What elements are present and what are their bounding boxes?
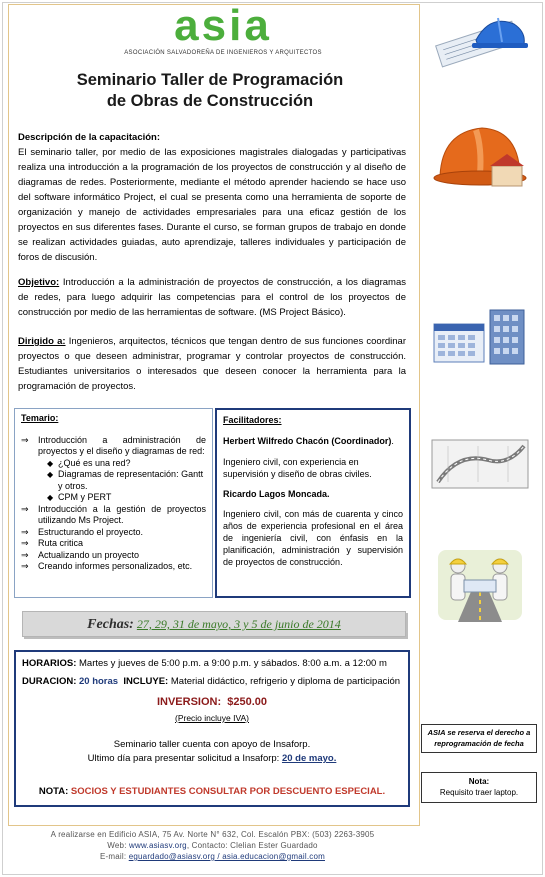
temario-subitem: ◆ CPM y PERT [47,492,112,502]
dirigido-text: Ingenieros, arquitectos, técnicos que tengan dentro de sus funciones coordinar proyectos o que deseen administrar, programar y controlar proyectos de construcción. Estudiantes universitarios o interesados que deseen conocer la herramienta para la programación de proyectos. [18,336,406,392]
objetivo-text: Introducción a la administración de proyectos de construcción, a los diagramas de redes, para luego adquirir las competencias para el control de los proyectos de construcción por medio de las herramientas de software. (MS Project Básico). [18,277,406,318]
arrow-icon: ⇒ [21,434,29,445]
title-line-2: de Obras de Construcción [106,92,314,110]
facilitador-1-desc: Ingeniero civil, con experiencia en supervisión y diseño de obras civiles. [223,457,372,479]
temario-item: ⇒ Introducción a la gestión de proyectos utilizando Ms Project. [21,503,206,525]
temario-item: ⇒ Introducción a administración de proyectos y el diseño y diagramas de red: [21,434,206,456]
arrow-icon: ⇒ [21,538,29,548]
nota-descuento: NOTA: SOCIOS Y ESTUDIANTES CONSULTAR POR DESCUENTO ESPECIAL. [38,786,386,797]
horarios-line: HORARIOS: Martes y jueves de 5:00 p.m. a 9:00 p.m. y sábados. 8:00 a.m. a 12:00 m [22,658,387,669]
reserva-note: ASIA se reserva el derecho a reprogramación de fecha [421,724,537,753]
road-plan-icon [428,432,532,494]
dirigido-section [18,334,406,394]
facilitador-2-desc: Ingeniero civil, con más de cuarenta y cinco años de experiencia profesional en el área de ingeniería civil, con énfasis en la planificación, administración y supervisión de proyectos de construcción. [223,509,403,567]
fechas-value: 27, 29, 31 de mayo, 3 y 5 de junio de 2014 [136,617,341,631]
asia-logo: asia [174,1,272,50]
temario-item: ⇒ Ruta critica [21,538,84,548]
ultimo-dia-line: Ultimo día para presentar solicitud a Insaforp: 20 de mayo. [87,753,337,764]
temario-item: ⇒ Actualizando un proyecto [21,549,140,560]
temario-subitem: ◆ ¿Qué es una red? [47,457,131,468]
descripcion-label: Descripción de la capacitación: [18,132,161,143]
temario-label: Temario: [21,413,59,423]
temario-box [14,408,213,598]
facilitador-1: Herbert Wilfredo Chacón (Coordinador). [223,436,394,446]
laptop-note-label: Nota: [468,777,490,786]
temario-item: ⇒ Creando informes personalizados, etc. [21,561,193,571]
descripcion-text: El seminario taller, por medio de las exposiciones magistrales dialogadas y participativas realiza una introducción a la programación de los proyectos de construcción y al diseño de diagramas de redes. Posteriormente, mediante el método aprender haciendo se hace uso del software informático Project, el cual se presenta como una herramienta de soporte de organización y manejo de actividades empresariales para una eficaz gestión de los proyectos en sus diferentes fases. Durante el curso, se forman grupos de trabajo en donde se realizan actividades guiadas, auto aprendizaje, talleres individuales y participación de foros de discusión. [18,147,406,263]
footer [10,829,415,862]
logo-subtitle: ASOCIACIÓN SALVADOREÑA DE INGENIEROS Y ARQUITECTOS [124,50,322,56]
objetivo-section [18,275,406,320]
facilitador-2: Ricardo Lagos Moncada. [223,489,330,499]
facilitadores-label: Facilitadores: [223,415,282,425]
web-link[interactable]: www.asiasv.org [129,841,187,850]
dirigido-label: Dirigido a: [18,336,66,347]
laptop-note [421,772,537,803]
arrow-icon: ⇒ [21,503,29,514]
footer-address: A realizarse en Edificio ASIA, 75 Av. Norte N° 632, Col. Escalón PBX: (503) 2263-3905 [50,830,375,839]
temario-subitem: ◆ Diagramas de representación: Gantt y otros. [47,469,204,491]
inversion-line: INVERSION: $250.00 [156,696,268,708]
email-link[interactable]: eguardado@asiasv.org / asia.educacion@gmail.com [128,852,325,861]
hardhat-icon [430,118,530,196]
apoyo-line: Seminario taller cuenta con apoyo de Insaforp. [113,739,311,750]
diamond-bullet-icon: ◆ [47,458,54,468]
descripcion-section [18,130,406,265]
arrow-icon: ⇒ [21,549,29,560]
fechas-banner [22,611,406,637]
page-title [20,70,400,112]
diamond-bullet-icon: ◆ [47,493,54,502]
arrow-icon: ⇒ [21,561,29,571]
footer-contact: Web: www.asiasv.org, Contacto: Clelian Ester Guardado [107,841,318,850]
laptop-note-text: Requisito traer laptop. [439,788,519,797]
temario-item: ⇒ Estructurando el proyecto. [21,526,144,537]
diamond-bullet-icon: ◆ [47,470,54,479]
objetivo-label: Objetivo: [18,277,60,288]
arrow-icon: ⇒ [21,526,29,537]
blueprint-helmet-icon [428,10,532,68]
engineers-icon [428,540,532,626]
horarios-box [14,650,410,807]
duracion-line: DURACION: 20 horas INCLUYE: Material didáctico, refrigerio y diploma de participación [22,676,401,687]
title-line-1: Seminario Taller de Programación [76,71,344,89]
facilitadores-box [215,408,411,598]
precio-note: (Precio incluye IVA) [174,713,249,723]
footer-email: E-mail: eguardado@asiasv.org / asia.educacion@gmail.com [100,852,325,861]
calendar-building-icon [432,306,530,366]
fechas-label: Fechas: [87,617,134,632]
